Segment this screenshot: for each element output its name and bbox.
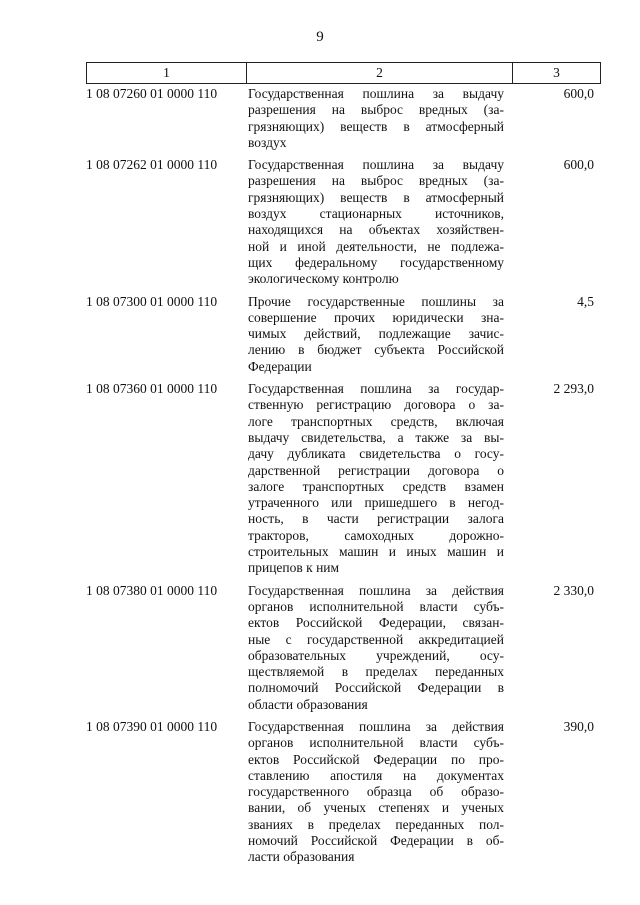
table-row <box>86 86 600 151</box>
description-line: ной и иной деятельности, не подлежа- <box>248 238 504 254</box>
description-line: Государственная пошлина за государ- <box>248 381 504 397</box>
description-line: экологическому контролю <box>248 271 399 287</box>
description-line: Государственная пошлина за действия <box>248 582 504 598</box>
amount-value: 600,0 <box>563 157 594 173</box>
amount-value: 2 293,0 <box>553 381 594 397</box>
column-header-table <box>86 62 601 84</box>
table-row <box>86 381 600 577</box>
income-description <box>248 583 504 713</box>
description-line: ласти образования <box>248 849 355 865</box>
description-line: логе транспортных средств, включая <box>248 413 504 429</box>
income-description <box>248 157 504 287</box>
description-line: государственного образца об образо- <box>248 784 504 800</box>
description-line: Государственная пошлина за выдачу <box>248 157 504 173</box>
description-line: органов исполнительной власти субъ- <box>248 598 504 614</box>
description-line: воздух стационарных источников, <box>248 206 504 222</box>
income-code: 1 08 07260 01 0000 110 <box>86 86 218 101</box>
income-description <box>248 381 504 577</box>
description-line: ность, в части регистрации залога <box>248 511 504 527</box>
description-line: области образования <box>248 696 368 712</box>
amount-value: 390,0 <box>563 718 594 734</box>
column-header-3: 3 <box>513 63 601 84</box>
description-line: Государственная пошлина за действия <box>248 718 504 734</box>
description-line: Государственная пошлина за выдачу <box>248 86 504 101</box>
description-line: лению в бюджет субъекта Российской <box>248 342 504 358</box>
page-number: 9 <box>316 29 324 45</box>
table-row <box>86 719 600 866</box>
description-line: грязняющих) веществ в атмосферный <box>248 189 504 205</box>
description-line: ственную регистрацию договора о за- <box>248 397 504 413</box>
description-line: дачу дубликата свидетельства о госу- <box>248 446 504 462</box>
income-description <box>248 294 504 375</box>
description-line: образовательных учреждений, осу- <box>248 647 504 663</box>
income-code: 1 08 07262 01 0000 110 <box>86 157 218 173</box>
income-code: 1 08 07300 01 0000 110 <box>86 293 218 309</box>
description-line: тракторов, самоходных дорожно- <box>248 527 504 543</box>
description-line: щих федеральному государственному <box>248 254 504 270</box>
table-row <box>86 294 600 375</box>
description-line: грязняющих) веществ в атмосферный <box>248 118 504 134</box>
description-line: дарственной регистрации договора о <box>248 462 504 478</box>
amount-value: 600,0 <box>563 86 594 101</box>
description-line: званиях в пределах переданных пол- <box>248 816 504 832</box>
description-line: органов исполнительной власти субъ- <box>248 735 504 751</box>
description-line: прицепов к ним <box>248 560 340 576</box>
description-line: Прочие государственные пошлины за <box>248 293 504 309</box>
income-description <box>248 86 504 151</box>
description-line: находящихся на объектах хозяйствен- <box>248 222 504 238</box>
description-line: совершение прочих юридически зна- <box>248 309 504 325</box>
description-line: ществляемой в пределах переданных <box>248 664 504 680</box>
income-code: 1 08 07390 01 0000 110 <box>86 718 218 734</box>
description-line: чимых действий, подлежащие зачис- <box>248 326 504 342</box>
description-line: ектов Российской Федерации по про- <box>248 751 504 767</box>
description-line: разрешения на выброс вредных (за- <box>248 102 504 118</box>
description-line: воздух <box>248 134 287 150</box>
description-line: выдачу свидетельства, а также за вы- <box>248 429 504 445</box>
column-header-1: 1 <box>87 63 247 84</box>
table-row <box>86 157 600 287</box>
description-line: строительных машин и иных машин и <box>248 544 504 560</box>
income-code: 1 08 07360 01 0000 110 <box>86 381 218 397</box>
description-line: ектов Российской Федерации, связан- <box>248 615 504 631</box>
column-header-row <box>87 63 601 84</box>
table-row <box>86 583 600 713</box>
column-header-2: 2 <box>247 63 513 84</box>
description-line: Федерации <box>248 358 312 374</box>
description-line: ставлению апостиля на документах <box>248 767 504 783</box>
amount-value: 4,5 <box>577 293 594 309</box>
description-line: номочий Российской Федерации в об- <box>248 833 504 849</box>
amount-value: 2 330,0 <box>553 582 594 598</box>
table-body <box>86 86 600 872</box>
description-line: утраченного или пришедшего в негод- <box>248 495 504 511</box>
description-line: разрешения на выброс вредных (за- <box>248 173 504 189</box>
income-code: 1 08 07380 01 0000 110 <box>86 582 218 598</box>
description-line: полномочий Российской Федерации в <box>248 680 504 696</box>
description-line: залоге транспортных средств взамен <box>248 478 504 494</box>
income-description <box>248 719 504 866</box>
description-line: вании, об ученых степенях и ученых <box>248 800 504 816</box>
description-line: ные с государственной аккредитацией <box>248 631 504 647</box>
